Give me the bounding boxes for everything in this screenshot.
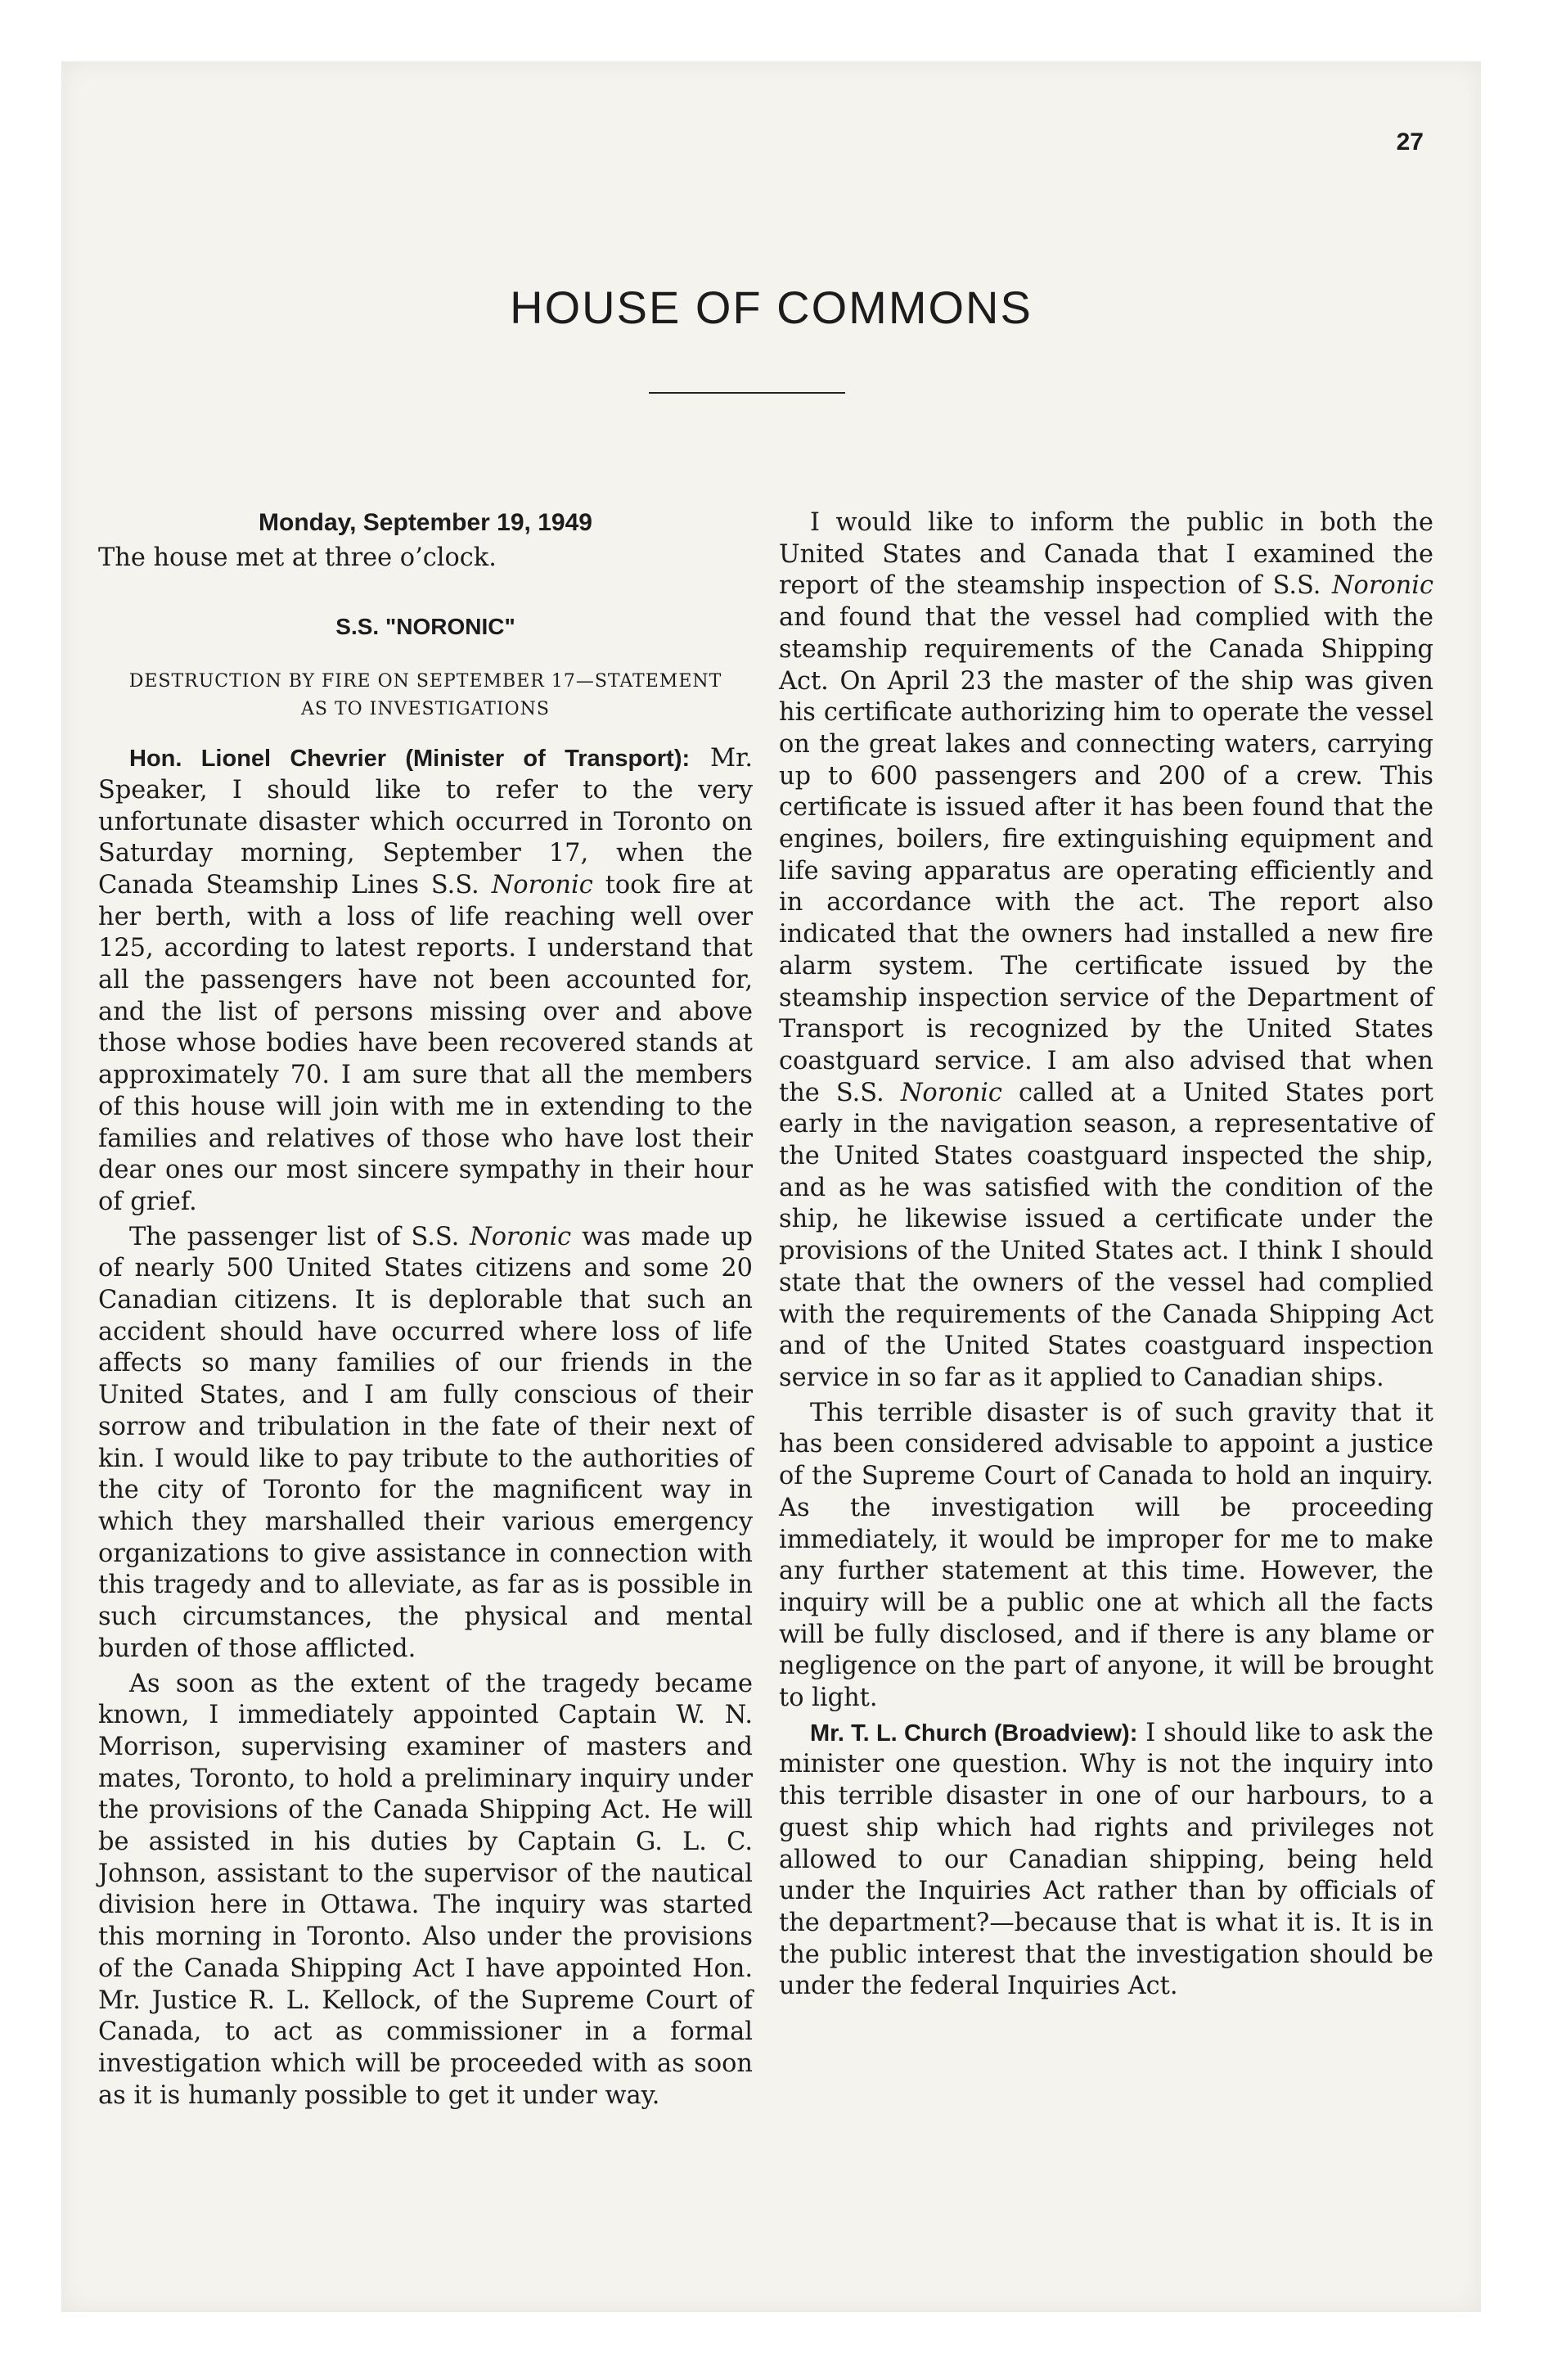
ship-name: Noronic: [900, 1078, 1002, 1107]
paragraph-text: was made up of nearly 500 United States citizens and some 20 Canadian citizens. It is deplorable that such an accident should have occurred where loss of life affects so many families of our friends in the United States, and I am fully conscious of their sorrow and tribulation in the fate of their next of kin. I would like to pay tribute to the authorities of the city of Toronto for the magnificent way in which they marshalled their various emergency organizations to give assistance in connection with this tragedy and to alleviate, as far as is possible in such circumstances, the physical and mental burden of those afflicted.: [98, 1222, 753, 1663]
page-title: HOUSE OF COMMONS: [510, 282, 1033, 333]
right-column: [779, 507, 1433, 2003]
paragraph-text: Mr. Speaker, I should like to refer to the very unfortunate disaster which occurred in Toronto on Saturday morning, September 17, when the Canada Steamship Lines S.S.: [98, 744, 753, 899]
paragraph: [779, 1718, 1433, 2003]
paragraph: [98, 743, 753, 1219]
opening-line: The house met at three o’clock.: [98, 543, 497, 572]
title-rule: [649, 392, 845, 394]
document-page: [61, 61, 1481, 2312]
section-heading: S.S. "NORONIC": [335, 614, 515, 640]
page-number: 27: [1396, 128, 1424, 156]
speaker-name: Hon. Lionel Chevrier (Minister of Transport):: [129, 746, 691, 773]
ship-name: Noronic: [491, 870, 593, 899]
paragraph: [98, 1222, 753, 1666]
paragraph: As soon as the extent of the tragedy became known, I immediately appointed Captain W. N. Morrison, supervising examiner of masters and mates, Toronto, to hold a preliminary inquiry under the provisions of the Canada Shipping Act. He will be assisted in his duties by Captain G. L. C. Johnson, assistant to the supervisor of the nautical division here in Ottawa. The inquiry was started this morning in Toronto. Also under the provisions of the Canada Shipping Act I have appointed Hon. Mr. Justice R. L. Kellock, of the Supreme Court of Canada, to act as commissioner in a formal investigation which will be proceeded with as soon as it is humanly possible to get it under way.: [98, 1669, 753, 2110]
section-subheading: DESTRUCTION BY FIRE ON SEPTEMBER 17—STATEMENT AS TO INVESTIGATIONS: [128, 671, 722, 720]
paragraph-text: took fire at her berth, with a loss of life reaching well over 125, according to latest reports. I understand that all the passengers have not been accounted for, and the list of persons missing over and above those whose bodies have been recovered stands at approximately 70. I am sure that all the members of this house will join with me in extending to the families and relatives of those who have lost their dear ones our most sincere sympathy in their hour of grief.: [98, 870, 754, 1216]
left-column: [98, 507, 753, 2112]
ship-name: Noronic: [470, 1222, 572, 1251]
paragraph: This terrible disaster is of such gravity that it has been considered advisable to appoint a justice of the Supreme Court of Canada to hold an inquiry. As the investigation will be proceeding immediately, it would be improper for me to make any further statement at this time. However, the inquiry will be a public one at which all the facts will be fully disclosed, and if there is any blame or negligence on the part of anyone, it will be brought to light.: [779, 1398, 1433, 1713]
paragraph-text: I would like to inform the public in both the United States and Canada that I examined the report of the steamship inspection of S.S.: [779, 508, 1433, 601]
sitting-date: Monday, September 19, 1949: [259, 509, 592, 536]
paragraph: [779, 507, 1433, 1395]
speaker-name: Mr. T. L. Church (Broadview):: [810, 1720, 1138, 1747]
paragraph-text: I should like to ask the minister one question. Why is not the inquiry into this terrible disaster in one of our harbours, to a guest ship which had rights and privileges not allowed to our Canadian shipping, being held under the Inquiries Act rather than by officials of the department?—because that is what it is. It is in the public interest that the investigation should be under the federal Inquiries Act.: [779, 1718, 1433, 2001]
paragraph-text: and found that the vessel had complied with the steamship requirements of the Canada Shipping Act. On April 23 the master of the ship was given his certificate authorizing him to operate the vessel on the great lakes and connecting waters, carrying up to 600 passengers and 200 of a crew. This certificate is issued after it has been found that the engines, boilers, fire extinguishing equipment and life saving apparatus are operating efficiently and in accordance with the act. The report also indicated that the owners had installed a new fire alarm system. The certificate issued by the steamship inspection service of the Department of Transport is recognized by the United States coastguard service. I am also advised that when the S.S.: [779, 603, 1433, 1107]
ship-name: Noronic: [1331, 571, 1433, 601]
paragraph-text: The passenger list of S.S.: [129, 1222, 470, 1251]
paragraph-text: called at a United States port early in the navigation season, a representative of the United States coastguard inspected the ship, and as he was satisfied with the condition of the ship, he likewise issued a certificate under the provisions of the United States act. I think I should state that the owners of the vessel had complied with the requirements of the Canada Shipping Act and of the United States coastguard inspection service in so far as it applied to Canadian ships.: [779, 1078, 1434, 1392]
